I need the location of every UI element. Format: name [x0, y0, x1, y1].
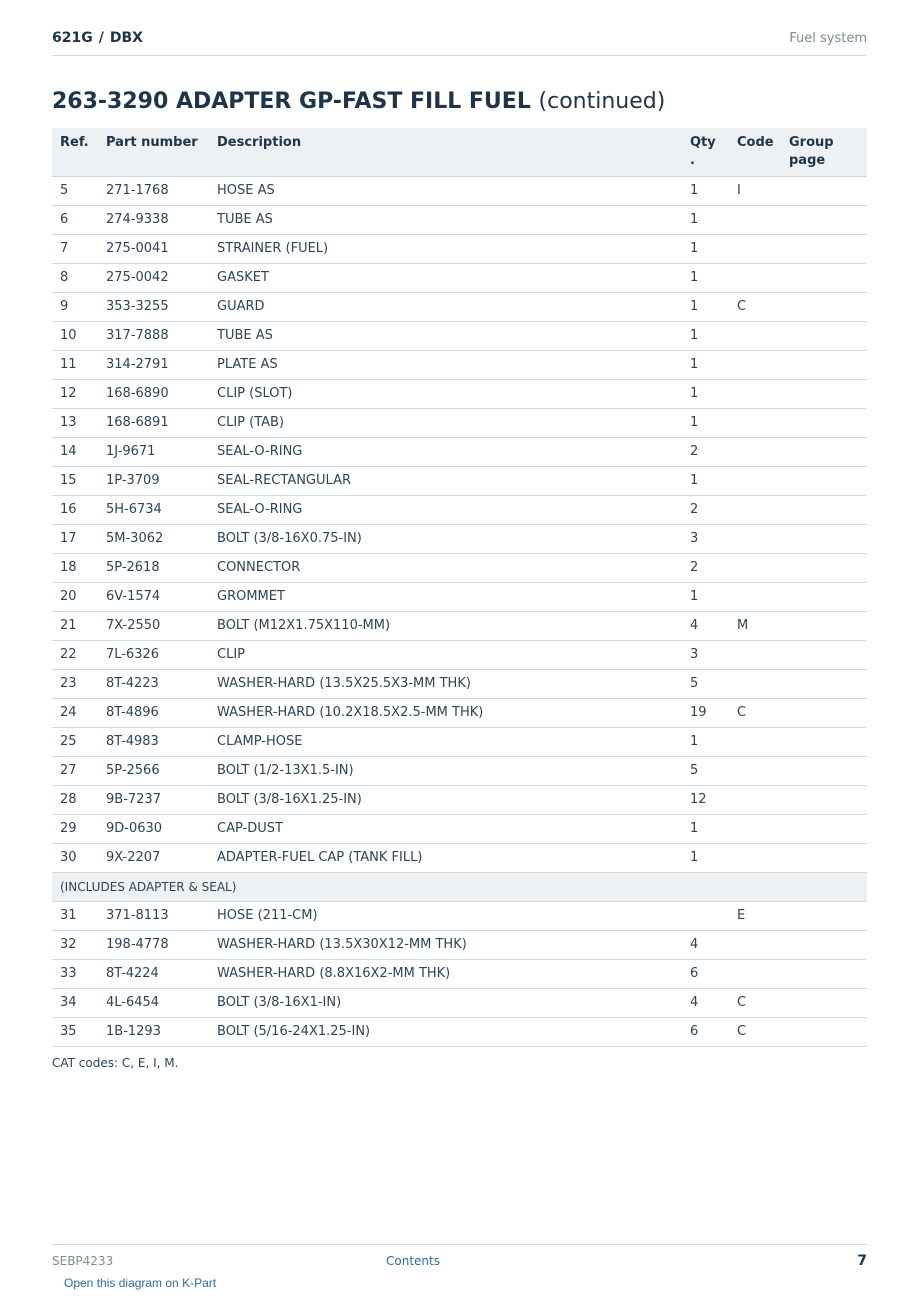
cell-part-number: 9D-0630 — [98, 814, 209, 843]
cell-qty: 4 — [682, 611, 729, 640]
cell-part-number: 168-6891 — [98, 408, 209, 437]
cell-qty: 1 — [682, 263, 729, 292]
cell-part-number: 1P-3709 — [98, 466, 209, 495]
table-row — [52, 321, 867, 350]
table-row — [52, 466, 867, 495]
cell-description: GUARD — [209, 292, 682, 321]
col-header-qty — [682, 128, 729, 176]
cell-description: CAP-DUST — [209, 814, 682, 843]
cell-code — [729, 466, 781, 495]
table-row — [52, 669, 867, 698]
cell-description: HOSE (211-CM) — [209, 901, 682, 930]
section-name: Fuel system — [789, 31, 867, 46]
cell-description: BOLT (3/8-16X1-IN) — [209, 988, 682, 1017]
cell-code — [729, 321, 781, 350]
model-variant: DBX — [109, 30, 143, 46]
table-row — [52, 930, 867, 959]
cell-part-number: 317-7888 — [98, 321, 209, 350]
model-separator: / — [98, 30, 104, 46]
table-body — [52, 176, 867, 872]
cell-qty: 12 — [682, 785, 729, 814]
cell-description: CONNECTOR — [209, 553, 682, 582]
cell-ref: 12 — [52, 379, 98, 408]
cell-part-number: 271-1768 — [98, 176, 209, 205]
cell-ref: 27 — [52, 756, 98, 785]
col-header-group-page — [781, 128, 867, 176]
cell-description: WASHER-HARD (13.5X30X12-MM THK) — [209, 930, 682, 959]
table-row — [52, 350, 867, 379]
cell-group-page — [781, 234, 867, 263]
cell-description: BOLT (3/8-16X0.75-IN) — [209, 524, 682, 553]
cell-group-page — [781, 176, 867, 205]
table-note-row — [52, 872, 867, 901]
cell-ref: 5 — [52, 176, 98, 205]
cell-group-page — [781, 292, 867, 321]
cell-description: BOLT (3/8-16X1.25-IN) — [209, 785, 682, 814]
cell-description: SEAL-O-RING — [209, 495, 682, 524]
cell-code — [729, 205, 781, 234]
col-header-group-line1: Group — [789, 135, 834, 150]
col-header-group-line2: page — [789, 153, 826, 168]
table-row — [52, 495, 867, 524]
page-header — [52, 28, 867, 56]
col-header-code: Code — [729, 128, 781, 176]
cell-group-page — [781, 988, 867, 1017]
cell-qty: 5 — [682, 669, 729, 698]
cell-description: BOLT (1/2-13X1.5-IN) — [209, 756, 682, 785]
page-number: 7 — [857, 1253, 867, 1269]
cell-ref: 17 — [52, 524, 98, 553]
cell-description: BOLT (M12X1.75X110-MM) — [209, 611, 682, 640]
cell-code — [729, 379, 781, 408]
model-name: 621G — [52, 30, 93, 46]
cell-group-page — [781, 495, 867, 524]
cell-group-page — [781, 1017, 867, 1046]
cell-code — [729, 930, 781, 959]
cell-group-page — [781, 350, 867, 379]
cell-ref: 31 — [52, 901, 98, 930]
cell-code — [729, 843, 781, 872]
cell-qty: 19 — [682, 698, 729, 727]
table-row — [52, 379, 867, 408]
table-row — [52, 843, 867, 872]
cell-part-number: 198-4778 — [98, 930, 209, 959]
cell-ref: 16 — [52, 495, 98, 524]
cell-group-page — [781, 930, 867, 959]
table-note: (INCLUDES ADAPTER & SEAL) — [52, 872, 867, 901]
cell-description: WASHER-HARD (10.2X18.5X2.5-MM THK) — [209, 698, 682, 727]
cell-part-number: 5H-6734 — [98, 495, 209, 524]
cell-qty: 6 — [682, 959, 729, 988]
cell-description: CLIP (TAB) — [209, 408, 682, 437]
open-diagram-link[interactable]: Open this diagram on K-Part — [64, 1276, 217, 1290]
cell-qty: 3 — [682, 524, 729, 553]
col-header-description: Description — [209, 128, 682, 176]
cell-code — [729, 524, 781, 553]
table-row — [52, 205, 867, 234]
cell-group-page — [781, 901, 867, 930]
cell-group-page — [781, 669, 867, 698]
cell-ref: 34 — [52, 988, 98, 1017]
cell-description: WASHER-HARD (13.5X25.5X3-MM THK) — [209, 669, 682, 698]
table-body-continued — [52, 901, 867, 1046]
cell-code: M — [729, 611, 781, 640]
cell-group-page — [781, 408, 867, 437]
cell-group-page — [781, 640, 867, 669]
cell-description: STRAINER (FUEL) — [209, 234, 682, 263]
cell-ref: 23 — [52, 669, 98, 698]
table-row — [52, 553, 867, 582]
cell-qty: 1 — [682, 408, 729, 437]
cell-code: E — [729, 901, 781, 930]
cell-description: WASHER-HARD (8.8X16X2-MM THK) — [209, 959, 682, 988]
cell-group-page — [781, 553, 867, 582]
cell-qty: 2 — [682, 553, 729, 582]
table-row — [52, 292, 867, 321]
cell-code: I — [729, 176, 781, 205]
cell-part-number: 8T-4983 — [98, 727, 209, 756]
table-row — [52, 582, 867, 611]
cell-part-number: 7X-2550 — [98, 611, 209, 640]
page-title-main: 263-3290 ADAPTER GP-FAST FILL FUEL — [52, 89, 531, 114]
cell-qty: 2 — [682, 495, 729, 524]
cell-code — [729, 814, 781, 843]
cell-group-page — [781, 843, 867, 872]
cell-code — [729, 959, 781, 988]
document-id: SEBP4233 — [52, 1254, 114, 1268]
model-title — [52, 30, 143, 46]
cell-part-number: 274-9338 — [98, 205, 209, 234]
cell-part-number: 6V-1574 — [98, 582, 209, 611]
table-row — [52, 959, 867, 988]
table-row — [52, 988, 867, 1017]
cell-description: ADAPTER-FUEL CAP (TANK FILL) — [209, 843, 682, 872]
table-header-row — [52, 128, 867, 176]
table-row — [52, 408, 867, 437]
cell-ref: 21 — [52, 611, 98, 640]
table-row — [52, 698, 867, 727]
cell-ref: 18 — [52, 553, 98, 582]
cell-qty: 1 — [682, 292, 729, 321]
cell-group-page — [781, 727, 867, 756]
cell-qty: 1 — [682, 176, 729, 205]
cell-description: PLATE AS — [209, 350, 682, 379]
cell-qty: 3 — [682, 640, 729, 669]
cell-qty: 4 — [682, 988, 729, 1017]
cell-ref: 9 — [52, 292, 98, 321]
cell-part-number: 7L-6326 — [98, 640, 209, 669]
cell-part-number: 8T-4224 — [98, 959, 209, 988]
col-header-qty-line1: Qty — [690, 135, 716, 150]
cell-ref: 28 — [52, 785, 98, 814]
cell-ref: 13 — [52, 408, 98, 437]
cell-group-page — [781, 205, 867, 234]
cell-code — [729, 785, 781, 814]
cell-part-number: 5M-3062 — [98, 524, 209, 553]
cell-ref: 22 — [52, 640, 98, 669]
cell-qty: 1 — [682, 727, 729, 756]
cell-description: TUBE AS — [209, 321, 682, 350]
cell-group-page — [781, 959, 867, 988]
cell-qty: 1 — [682, 582, 729, 611]
cell-group-page — [781, 263, 867, 292]
table-row — [52, 176, 867, 205]
cell-qty: 2 — [682, 437, 729, 466]
cell-description: SEAL-O-RING — [209, 437, 682, 466]
cell-ref: 32 — [52, 930, 98, 959]
cell-group-page — [781, 582, 867, 611]
cell-part-number: 314-2791 — [98, 350, 209, 379]
cell-part-number: 168-6890 — [98, 379, 209, 408]
cell-part-number: 275-0041 — [98, 234, 209, 263]
col-header-qty-line2: . — [690, 153, 695, 168]
table-row — [52, 756, 867, 785]
cell-code — [729, 582, 781, 611]
table-row — [52, 524, 867, 553]
table-row — [52, 437, 867, 466]
cell-code — [729, 553, 781, 582]
table-row — [52, 727, 867, 756]
cell-part-number: 371-8113 — [98, 901, 209, 930]
page-title — [52, 89, 665, 114]
cell-part-number: 275-0042 — [98, 263, 209, 292]
cell-description: CLIP (SLOT) — [209, 379, 682, 408]
cell-qty: 1 — [682, 843, 729, 872]
cell-group-page — [781, 379, 867, 408]
table-row — [52, 611, 867, 640]
cell-ref: 8 — [52, 263, 98, 292]
cell-part-number: 8T-4896 — [98, 698, 209, 727]
cell-group-page — [781, 611, 867, 640]
cell-description: CLIP — [209, 640, 682, 669]
cell-code: C — [729, 292, 781, 321]
cell-code — [729, 495, 781, 524]
cell-description: CLAMP-HOSE — [209, 727, 682, 756]
table-row — [52, 640, 867, 669]
cell-code — [729, 350, 781, 379]
cell-qty: 1 — [682, 205, 729, 234]
cell-part-number: 353-3255 — [98, 292, 209, 321]
cell-ref: 25 — [52, 727, 98, 756]
cell-description: HOSE AS — [209, 176, 682, 205]
cell-part-number: 4L-6454 — [98, 988, 209, 1017]
col-header-part-number: Part number — [98, 128, 209, 176]
table-row — [52, 1017, 867, 1046]
table-note-section — [52, 872, 867, 901]
table-row — [52, 234, 867, 263]
cell-qty: 1 — [682, 350, 729, 379]
page-footer — [52, 1244, 867, 1275]
cell-part-number: 8T-4223 — [98, 669, 209, 698]
table-row — [52, 263, 867, 292]
cell-group-page — [781, 698, 867, 727]
cell-description: TUBE AS — [209, 205, 682, 234]
cell-group-page — [781, 785, 867, 814]
cell-qty — [682, 901, 729, 930]
cell-group-page — [781, 321, 867, 350]
cell-code — [729, 408, 781, 437]
cell-ref: 11 — [52, 350, 98, 379]
cell-ref: 6 — [52, 205, 98, 234]
cell-ref: 29 — [52, 814, 98, 843]
cell-code: C — [729, 698, 781, 727]
cell-qty: 1 — [682, 466, 729, 495]
cell-description: GASKET — [209, 263, 682, 292]
cell-qty: 5 — [682, 756, 729, 785]
cell-part-number: 1J-9671 — [98, 437, 209, 466]
cell-ref: 33 — [52, 959, 98, 988]
cell-part-number: 5P-2566 — [98, 756, 209, 785]
cell-part-number: 9B-7237 — [98, 785, 209, 814]
cell-code: C — [729, 1017, 781, 1046]
cell-part-number: 5P-2618 — [98, 553, 209, 582]
cell-part-number: 1B-1293 — [98, 1017, 209, 1046]
cat-codes-note: CAT codes: C, E, I, M. — [52, 1056, 179, 1070]
cell-code: C — [729, 988, 781, 1017]
cell-qty: 1 — [682, 321, 729, 350]
cell-qty: 4 — [682, 930, 729, 959]
cell-code — [729, 756, 781, 785]
cell-description: BOLT (5/16-24X1.25-IN) — [209, 1017, 682, 1046]
cell-code — [729, 669, 781, 698]
cell-code — [729, 263, 781, 292]
cell-qty: 6 — [682, 1017, 729, 1046]
parts-table — [52, 128, 867, 1047]
contents-link[interactable]: Contents — [386, 1254, 440, 1268]
cell-ref: 14 — [52, 437, 98, 466]
cell-ref: 20 — [52, 582, 98, 611]
cell-qty: 1 — [682, 234, 729, 263]
cell-ref: 10 — [52, 321, 98, 350]
table-row — [52, 901, 867, 930]
cell-group-page — [781, 466, 867, 495]
cell-description: SEAL-RECTANGULAR — [209, 466, 682, 495]
cell-ref: 30 — [52, 843, 98, 872]
cell-part-number: 9X-2207 — [98, 843, 209, 872]
col-header-ref: Ref. — [52, 128, 98, 176]
cell-ref: 35 — [52, 1017, 98, 1046]
cell-ref: 24 — [52, 698, 98, 727]
table-row — [52, 785, 867, 814]
cell-group-page — [781, 437, 867, 466]
table-row — [52, 814, 867, 843]
cell-code — [729, 437, 781, 466]
cell-qty: 1 — [682, 379, 729, 408]
cell-ref: 7 — [52, 234, 98, 263]
cell-ref: 15 — [52, 466, 98, 495]
cell-code — [729, 640, 781, 669]
cell-code — [729, 234, 781, 263]
cell-group-page — [781, 756, 867, 785]
cell-code — [729, 727, 781, 756]
cell-group-page — [781, 524, 867, 553]
cell-qty: 1 — [682, 814, 729, 843]
page-title-suffix: (continued) — [538, 89, 666, 114]
cell-group-page — [781, 814, 867, 843]
cell-description: GROMMET — [209, 582, 682, 611]
